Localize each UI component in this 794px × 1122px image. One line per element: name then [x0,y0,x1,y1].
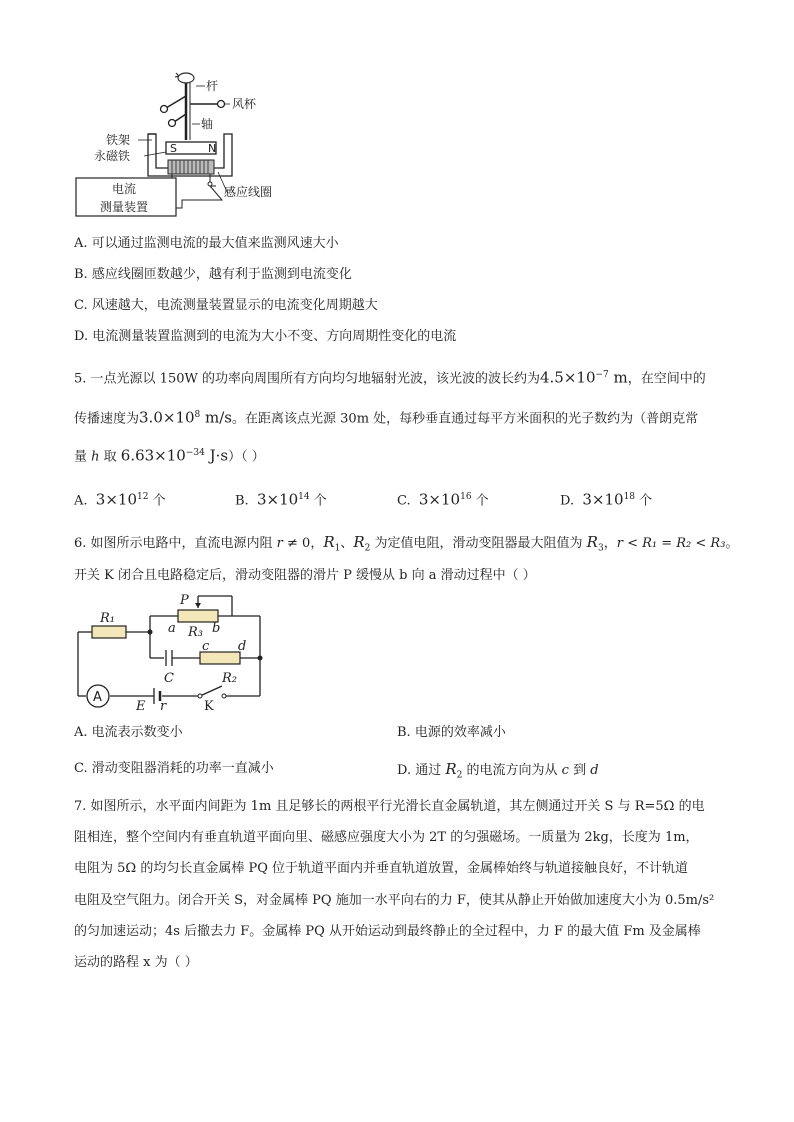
wind-meter-figure [72,68,302,218]
label-rod: 杆 [206,79,219,93]
label-b: b [212,621,221,636]
q7-stem-line3: 电阻为 5Ω 的均匀长直金属棒 PQ 位于轨道平面内并垂直轨道放置，金属棒始终与轨道接触良好，不计轨道 [74,861,688,876]
q6-option-d: D. 通过 $R_2$ 的电流方向为从 c 到 d [397,760,599,781]
rotation-arrow-icon [178,73,194,83]
q4-option-b: B. 感应线圈匝数越少，越有利于监测到电流变化 [74,267,352,282]
circuit-diagram [72,592,272,712]
wind-cup-left [161,106,168,113]
label-r2: R₂ [222,671,237,686]
q7-stem-line4: 电阻及空气阻力。闭合开关 S，对金属棒 PQ 施加一水平向右的力 F，使其从静止开始做加速度大小为 0.5m/s² [74,893,715,908]
label-device-1: 电流 [112,182,137,196]
label-p: P [180,593,189,608]
q6-stem-line1: 6. 如图所示电路中，直流电源内阻 r ≠ 0，$R_1$、$R_2$ 为定值电阻，滑动变阻器最大阻值为 $R_3$，r < R₁ = R₂ < R₃。 [74,533,739,554]
q6-option-b: B. 电源的效率减小 [397,725,506,740]
q7-stem-line5: 的匀加速运动；4s 后撤去力 F。金属棒 PQ 从开始运动到最终静止的全过程中，力 F 的最大值 Fm 及金属棒 [74,924,701,939]
q5-stem-line3: 量 h 取 $6.63\times 10^{-34}$ J·s）（ ） [74,446,265,465]
label-c: c [202,639,210,654]
q7-stem-line6: 运动的路程 x 为（ ） [74,955,198,970]
label-axis: 轴 [201,117,214,131]
q5-option-b: B. $3\times 10^{14}$ 个 [235,490,327,509]
q6-option-a: A. 电流表示数变小 [74,725,183,740]
label-a: a [168,621,176,636]
resistor-r1 [92,626,126,638]
label-e: E [136,699,146,712]
label-coil: 感应线圈 [224,185,273,199]
q5-option-c: C. $3\times 10^{16}$ 个 [397,490,489,509]
label-r: r [160,699,167,712]
label-capacitor: C [164,671,174,686]
label-frame: 铁架 [106,133,131,147]
q5-stem-line1: 5. 一点光源以 150W 的功率向周围所有方向均匀地辐射光波，该光波的波长约为$4.5\times 10^{-7}$ m，在空间中的 [74,368,706,387]
wind-cup-right [218,101,225,108]
q4-option-a: A. 可以通过监测电流的最大值来监测风速大小 [74,236,339,251]
label-d: d [238,639,247,654]
q4-option-c: C. 风速越大，电流测量装置显示的电流变化周期越大 [74,298,378,313]
q5-option-a: A. $3\times 10^{12}$ 个 [74,490,166,509]
q7-stem-line2: 阻相连，整个空间内有垂直轨道平面向里、磁感应强度大小为 2T 的匀强磁场。一质量为 2kg，长度为 1m， [74,830,699,845]
label-cup: 风杯 [232,97,257,111]
label-r3: R₃ [188,625,203,640]
q7-stem-line1: 7. 如图所示，水平面内间距为 1m 且足够长的两根平行光滑长直金属轨道，其左侧通过开关 S 与 R=5Ω 的电 [74,799,705,814]
q5-stem-line2: 传播速度为$3.0\times 10^8$ m/s。在距离该点光源 30m 处，每秒垂直通过每平方米面积的光子数约为（普朗克常 [74,408,699,427]
label-device-2: 测量装置 [100,200,149,214]
q5-option-d: D. $3\times 10^{18}$ 个 [560,490,653,509]
label-pole-s: S [170,142,177,155]
svg-text:A: A [93,690,102,705]
coil [168,160,214,174]
label-pole-n: N [208,142,217,155]
q4-option-d: D. 电流测量装置监测到的电流为大小不变、方向周期性变化的电流 [74,329,457,344]
label-magnet: 永磁铁 [94,149,131,163]
wind-cup-bottom [169,120,176,127]
label-r1: R₁ [100,611,115,626]
q6-option-c: C. 滑动变阻器消耗的功率一直减小 [74,761,274,776]
q6-stem-line2: 开关 K 闭合且电路稳定后，滑动变阻器的滑片 P 缓慢从 b 向 a 滑动过程中（ ） [74,568,536,583]
label-k: K [204,699,214,712]
